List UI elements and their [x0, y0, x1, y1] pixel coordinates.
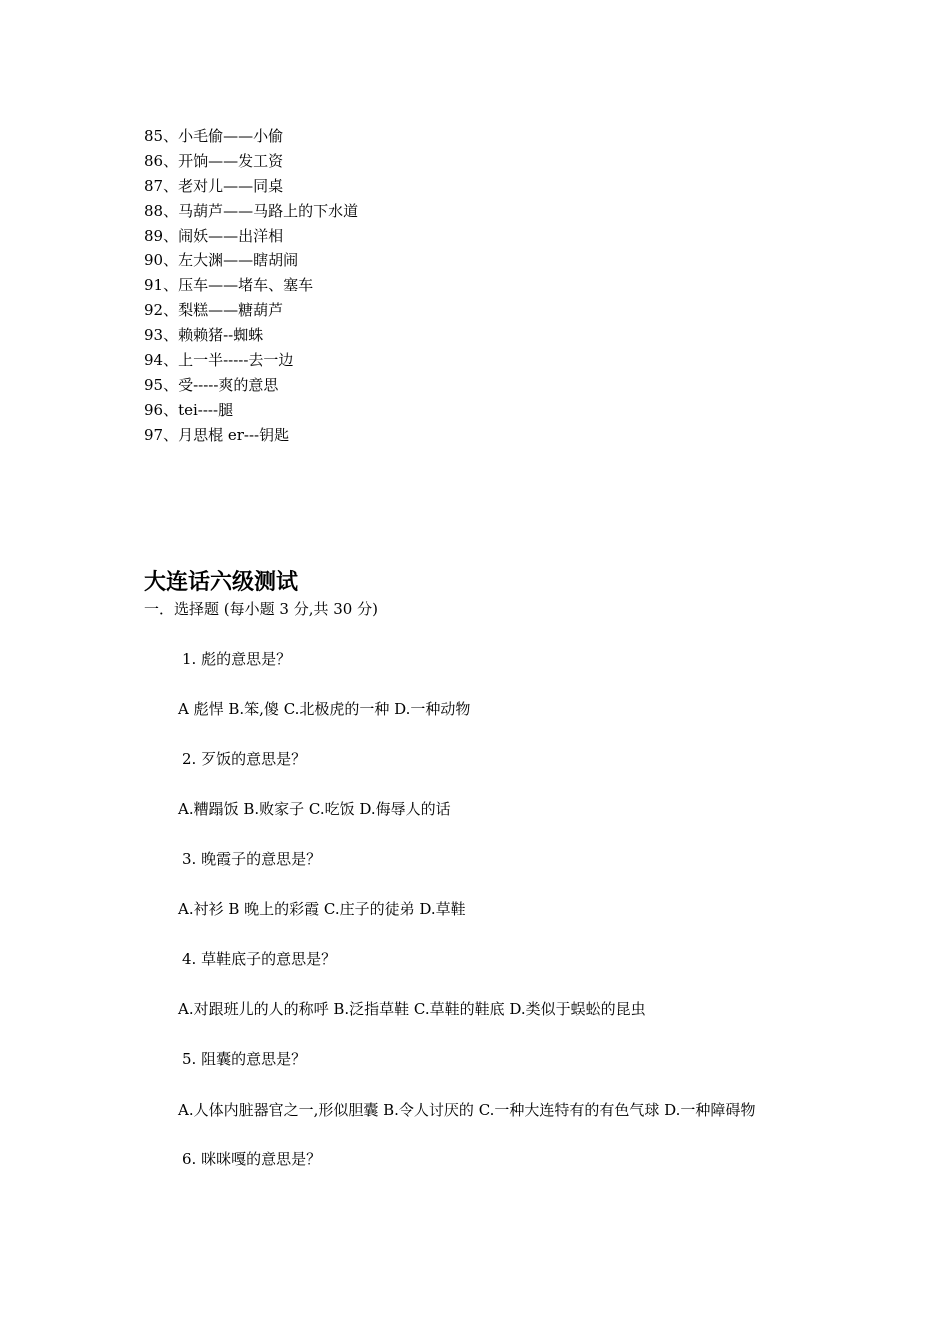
question-text: 1. 彪的意思是？ — [182, 650, 292, 668]
dialect-vocabulary-list — [144, 124, 358, 448]
question-options: A.糟蹋饭 B.败家子 C.吃饭 D.侮辱人的话 — [178, 800, 451, 818]
question-item — [144, 1048, 814, 1148]
test-title: 大连话六级测试 — [144, 570, 299, 595]
question-item — [144, 1148, 814, 1170]
question-text: 2. 歹饭的意思是？ — [182, 750, 307, 768]
vocab-item: 90、左大渊——瞎胡闹 — [144, 251, 299, 270]
question-options: A.人体内脏器官之一,形似胆囊 B.令人讨厌的 C.一种大连特有的有色气球 D.一种障碍物 — [178, 1101, 756, 1119]
vocab-item: 91、压车——堵车、塞车 — [144, 276, 314, 295]
question-options: A.衬衫 B 晚上的彩霞 C.庄子的徒弟 D.草鞋 — [178, 900, 466, 918]
question-options: A 彪悍 B.笨,傻 C.北极虎的一种 D.一种动物 — [178, 700, 471, 718]
vocab-item: 93、赖赖猪--蜘蛛 — [144, 326, 264, 345]
vocab-item: 96、tei----腿 — [144, 400, 234, 419]
question-item — [144, 648, 814, 748]
vocab-item: 85、小毛偷——小偷 — [144, 127, 284, 145]
question-text: 3. 晚霞子的意思是？ — [182, 850, 322, 868]
question-list — [144, 648, 814, 1170]
vocab-item: 88、马葫芦——马路上的下水道 — [144, 201, 359, 220]
vocab-item: 89、闹妖——出洋相 — [144, 226, 284, 245]
question-options: A.对跟班儿的人的称呼 B.泛指草鞋 C.草鞋的鞋底 D.类似于蜈蚣的昆虫 — [178, 1000, 646, 1018]
question-item — [144, 748, 814, 848]
vocab-item: 97、月思棍 er---钥匙 — [144, 425, 290, 444]
question-item — [144, 948, 814, 1048]
question-item — [144, 848, 814, 948]
vocab-item: 95、受-----爽的意思 — [144, 375, 279, 394]
vocab-item: 94、上一半-----去一边 — [144, 351, 294, 370]
question-text: 5. 阻囊的意思是？ — [182, 1050, 307, 1068]
vocab-item: 87、老对儿——同桌 — [144, 176, 284, 195]
question-text: 6. 咪咪嘎的意思是？ — [182, 1150, 322, 1168]
test-subtitle: 一．选择题 (每小题 3 分,共 30 分) — [144, 600, 378, 618]
vocab-item: 86、开饷——发工资 — [144, 151, 284, 170]
question-text: 4. 草鞋底子的意思是？ — [182, 950, 337, 968]
vocab-item: 92、梨糕——糖葫芦 — [144, 301, 284, 320]
